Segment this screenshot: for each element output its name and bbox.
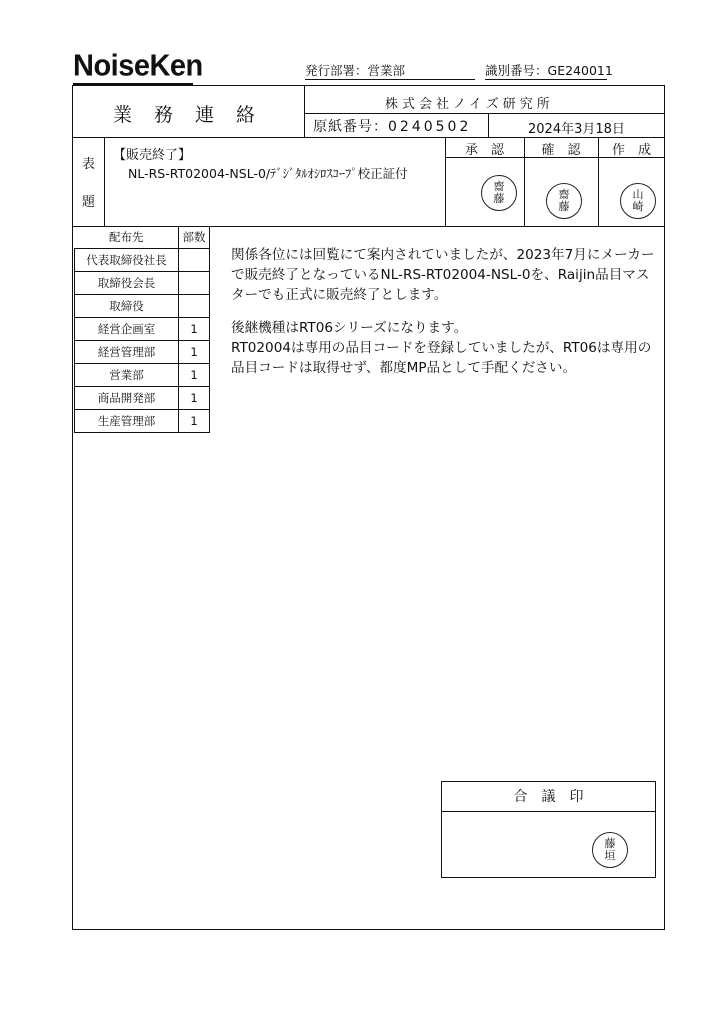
approval-seal-top: 齋	[493, 180, 505, 193]
subject-line-1: 【販売終了】	[113, 148, 192, 163]
company-name: 株式会社ノイズ研究所	[385, 97, 554, 112]
distribution-name: 生産管理部	[75, 410, 179, 433]
table-row	[75, 364, 210, 387]
subject-line-2: NL-RS-RT02004-NSL-0/ﾃﾞｼﾞﾀﾙｵｼﾛｽｺｰﾌﾟ校正証付	[128, 166, 408, 181]
approval-label: 承 認	[464, 143, 504, 158]
issuer-value: 営業部	[367, 63, 406, 78]
table-row	[75, 318, 210, 341]
distribution-count: 1	[179, 387, 210, 410]
consultation-label: 合 議 印	[442, 782, 655, 812]
distribution-name: 取締役	[75, 295, 179, 318]
distribution-count	[179, 272, 210, 295]
distribution-name: 商品開発部	[75, 387, 179, 410]
docno-divider	[488, 113, 489, 137]
creator-seal	[620, 183, 656, 219]
distribution-count: 1	[179, 318, 210, 341]
approval-seal-bottom: 藤	[493, 192, 505, 205]
consultation-seal-top: 藤	[604, 837, 616, 850]
creator-label: 作 成	[611, 143, 651, 158]
memo-title: 業務連絡	[113, 104, 278, 126]
subject-label-divider	[104, 137, 105, 226]
consultation-seal	[592, 832, 628, 868]
body-paragraph-2-line-1: 後継機種はRT06シリーズになります。	[231, 320, 468, 336]
distribution-name: 取締役会長	[75, 272, 179, 295]
creator-seal-bottom: 崎	[632, 200, 644, 213]
confirmation-seal-top: 齋	[558, 188, 570, 201]
issue-date: 2024年3月18日	[528, 122, 625, 137]
body-paragraph-1: 関係各位には回覧にて案内されていましたが、2023年7月にメーカーで販売終了となっているNL-RS-RT02004-NSL-0を、Raijin品目マスターでも正式に販売終了とします。	[231, 247, 655, 303]
id-value: GE240011	[547, 63, 613, 78]
approval-seal	[481, 175, 517, 211]
id-field	[485, 63, 613, 79]
distribution-count	[179, 295, 210, 318]
consultation-box	[441, 781, 656, 878]
body-paragraph-2-line-2: RT02004は専用の品目コードを登録していましたが、RT06は専用の品目コードは取得せず、都度MP品として手配ください。	[231, 340, 652, 376]
distribution-count: 1	[179, 364, 210, 387]
distribution-header-count: 部数	[179, 226, 210, 249]
table-row	[75, 341, 210, 364]
table-row	[75, 410, 210, 433]
header-bottom-line	[72, 137, 665, 138]
id-label: 識別番号：	[485, 63, 548, 78]
doc-number-value: 0240502	[388, 119, 472, 135]
table-row	[75, 387, 210, 410]
distribution-name: 代表取締役社長	[75, 249, 179, 272]
company-bottom-line	[304, 113, 665, 114]
distribution-count	[179, 249, 210, 272]
subject-label-top: 表	[82, 157, 96, 172]
doc-number-label: 原紙番号：	[313, 119, 388, 135]
issuer-underline	[305, 79, 475, 80]
issuer-label: 発行部署：	[305, 63, 368, 78]
issuer-field	[305, 63, 405, 79]
consultation-seal-bottom: 垣	[604, 849, 616, 862]
company-logo: NoiseKen	[73, 49, 203, 83]
distribution-count: 1	[179, 341, 210, 364]
distribution-header-name: 配布先	[75, 226, 179, 249]
distribution-name: 経営企画室	[75, 318, 179, 341]
id-underline	[485, 79, 607, 80]
confirmation-seal-bottom: 藤	[558, 200, 570, 213]
table-row	[75, 295, 210, 318]
memo-body	[231, 245, 661, 378]
body-paragraph-2	[231, 318, 661, 378]
table-row	[75, 249, 210, 272]
table-row	[75, 272, 210, 295]
confirmation-label: 確 認	[541, 143, 581, 158]
title-divider	[304, 85, 305, 137]
creator-seal-top: 山	[632, 188, 644, 201]
distribution-name: 営業部	[75, 364, 179, 387]
distribution-count: 1	[179, 410, 210, 433]
distribution-name: 経営管理部	[75, 341, 179, 364]
distribution-header-row	[75, 226, 210, 249]
doc-number-field	[313, 116, 471, 136]
distribution-table	[74, 226, 210, 433]
subject-label-bottom: 題	[82, 195, 96, 210]
confirmation-seal	[546, 183, 582, 219]
